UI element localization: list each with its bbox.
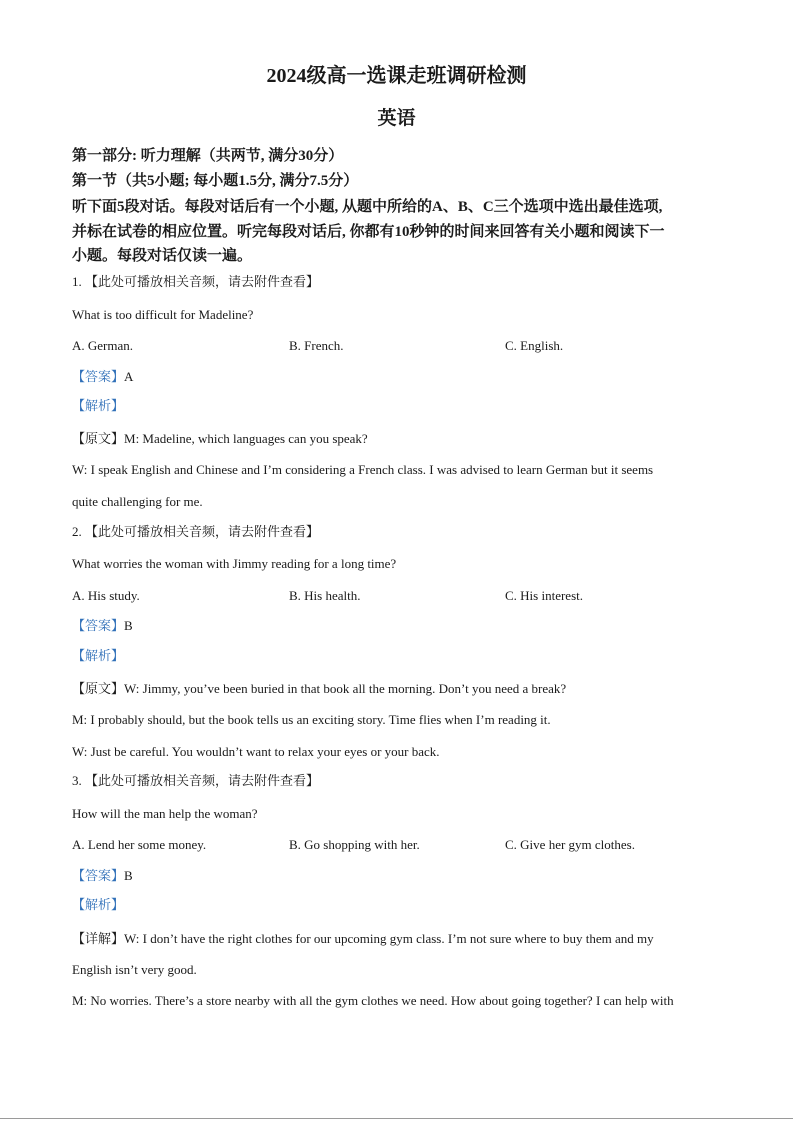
question-text: How will the man help the woman? [72,806,258,821]
analysis-label: 【解析】 [72,398,125,413]
transcript-text: W: Jimmy, you’ve been buried in that book all the morning. Don’t you need a break? [124,681,567,696]
part-heading: 第一部分: 听力理解（共两节, 满分30分） [72,148,344,164]
transcript-label: 【原文】 [72,431,125,446]
analysis-label: 【解析】 [72,648,125,663]
option-c: C. English. [505,338,564,353]
option-a: A. His study. [72,588,140,603]
audio-prompt: 2. 【此处可播放相关音频，请去附件查看】 [72,524,320,539]
document-title: 2024级高一选课走班调研检测 [266,65,527,87]
answer-value: B [124,868,133,883]
transcript-text: W: I don’t have the right clothes for our upcoming gym class. I’m not sure where to buy them and my [124,931,654,946]
option-b: B. His health. [289,588,361,603]
analysis-label: 【解析】 [72,897,125,912]
option-c: C. His interest. [505,588,583,603]
instruction-line: 听下面5段对话。每段对话后有一个小题, 从题中所给的A、B、C三个选项中选出最佳选项, [72,199,663,215]
transcript-text: M: Madeline, which languages can you speak? [124,431,368,446]
transcript-line: W: Just be careful. You wouldn’t want to relax your eyes or your back. [72,744,440,759]
instruction-line: 并标在试卷的相应位置。听完每段对话后, 你都有10秒钟的时间来回答有关小题和阅读下一 [72,224,665,240]
audio-prompt: 1. 【此处可播放相关音频，请去附件查看】 [72,274,320,289]
answer-label: 【答案】 [72,868,125,883]
page-bottom-rule [0,1118,793,1119]
instruction-line: 小题。每段对话仅读一遍。 [72,248,253,264]
transcript-line: quite challenging for me. [72,494,203,509]
answer-value: A [124,369,134,384]
transcript-line: M: No worries. There’s a store nearby with all the gym clothes we need. How about going together? I can help with [72,993,674,1008]
transcript-line: W: I speak English and Chinese and I’m considering a French class. I was advised to learn German but it seems [72,462,654,477]
section-heading: 第一节（共5小题; 每小题1.5分, 满分7.5分） [72,173,359,189]
option-a: A. Lend her some money. [72,837,207,852]
option-a: A. German. [72,338,134,353]
option-b: B. Go shopping with her. [289,837,420,852]
question-text: What is too difficult for Madeline? [72,307,254,322]
answer-value: B [124,618,133,633]
transcript-line [72,931,654,947]
transcript-line [72,431,368,447]
subject-title: 英语 [377,108,416,129]
question-text: What worries the woman with Jimmy reading for a long time? [72,556,397,571]
answer-line [72,618,133,634]
answer-line [72,868,133,884]
answer-label: 【答案】 [72,618,125,633]
audio-prompt: 3. 【此处可播放相关音频，请去附件查看】 [72,773,320,788]
transcript-line: M: I probably should, but the book tells us an exciting story. Time flies when I’m reading it. [72,712,551,727]
answer-label: 【答案】 [72,369,125,384]
answer-line [72,369,133,385]
option-b: B. French. [289,338,344,353]
transcript-line: English isn’t very good. [72,962,197,977]
detail-label: 【详解】 [72,931,125,946]
transcript-label: 【原文】 [72,681,125,696]
option-c: C. Give her gym clothes. [505,837,635,852]
transcript-line [72,681,566,697]
